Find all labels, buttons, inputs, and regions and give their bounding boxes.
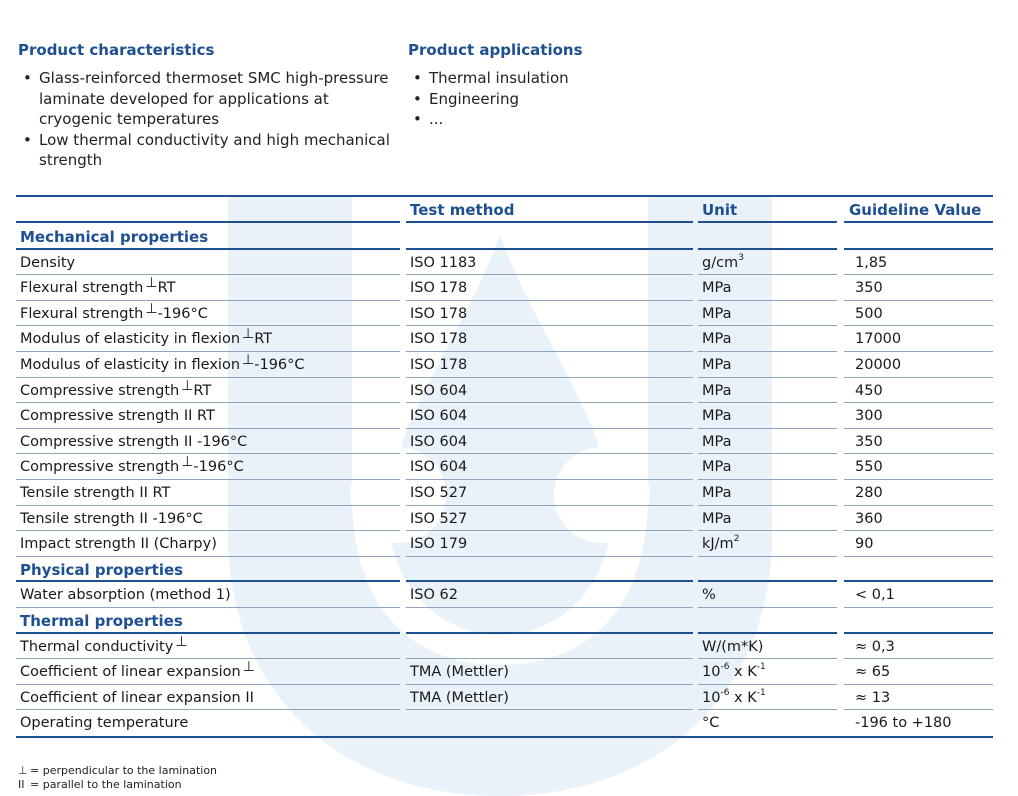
guideline-value: < 0,1 (844, 583, 993, 608)
table-row (16, 532, 993, 558)
applications-list (408, 68, 708, 130)
list-item: • ... (408, 109, 708, 130)
unit (698, 430, 837, 455)
property-condition: -196°C (193, 459, 244, 476)
property-label: Flexural strength (20, 305, 144, 322)
perpendicular-icon: ⊥ (145, 300, 158, 317)
property-label: Impact strength II (Charpy) (20, 536, 217, 553)
test-method: TMA (Mettler) (406, 660, 693, 685)
unit-exponent: -6 (720, 662, 730, 673)
header-guideline-value: Guideline Value (849, 201, 982, 219)
test-method (406, 635, 693, 660)
test-method: ISO 604 (406, 379, 693, 404)
table-row (16, 481, 993, 507)
group-spacer (406, 225, 693, 250)
property-condition: -196°C (254, 357, 305, 373)
group-spacer (406, 609, 693, 634)
unit (698, 276, 837, 301)
test-method: ISO 604 (406, 404, 693, 429)
list-item: • Thermal insulation (408, 68, 708, 89)
test-method: ISO 604 (406, 455, 693, 480)
test-method: ISO 178 (406, 302, 693, 327)
unit-base: MPa (702, 459, 732, 476)
property-name (16, 686, 400, 711)
group-spacer (844, 558, 993, 583)
test-method: ISO 178 (406, 276, 693, 301)
perpendicular-icon: ⊥ (242, 352, 255, 368)
test-method: ISO 178 (406, 353, 693, 378)
unit (698, 635, 837, 660)
property-label: Compressive strength II -196°C (20, 433, 248, 450)
list-item: • Low thermal conductivity and high mechanical strength (18, 130, 403, 171)
product-applications (408, 40, 708, 130)
guideline-value: 350 (844, 430, 993, 455)
header-test-method: Test method (410, 201, 515, 219)
group-spacer (698, 225, 837, 250)
property-label: Compressive strength II RT (20, 408, 215, 425)
group-row (16, 225, 993, 251)
table-row (16, 507, 993, 533)
table-row (16, 660, 993, 686)
group-heading: Physical properties (16, 558, 400, 583)
test-method: ISO 178 (406, 327, 693, 352)
table-header (16, 195, 993, 223)
table-row (16, 379, 993, 405)
table-row (16, 251, 993, 277)
property-name (16, 532, 400, 557)
guideline-value: 550 (844, 455, 993, 480)
property-name (16, 711, 400, 736)
unit (698, 660, 837, 685)
guideline-value: 300 (844, 404, 993, 429)
group-heading: Thermal properties (16, 609, 400, 634)
property-label: Tensile strength II -196°C (20, 510, 203, 527)
property-label: Water absorption (method 1) (20, 587, 231, 604)
table-row (16, 327, 993, 353)
test-method: ISO 62 (406, 583, 693, 608)
property-name (16, 379, 400, 404)
unit (698, 353, 837, 378)
unit (698, 711, 837, 736)
perpendicular-icon: ⊥ (145, 275, 158, 292)
footnote-text: = perpendicular to the lamination (30, 764, 218, 777)
unit (698, 532, 837, 557)
unit-base: kJ/m (702, 536, 734, 553)
unit-base: 10 (702, 689, 721, 706)
test-method: ISO 604 (406, 430, 693, 455)
unit-base: MPa (702, 357, 732, 373)
unit-base: MPa (702, 382, 732, 399)
property-label: Modulus of elasticity in flexion (20, 357, 241, 373)
unit-base: % (702, 587, 716, 604)
unit-base: MPa (702, 510, 732, 527)
characteristics-list (18, 68, 403, 171)
table-bottom-rule (16, 736, 993, 738)
unit (698, 251, 837, 276)
table-row (16, 686, 993, 712)
perpendicular-icon: ⊥ (175, 633, 188, 650)
unit-exponent: 2 (733, 534, 740, 545)
group-spacer (844, 609, 993, 634)
guideline-value: 500 (844, 302, 993, 327)
perpendicular-icon: ⊥ (242, 659, 255, 676)
test-method: ISO 527 (406, 507, 693, 532)
perpendicular-icon: ⊥ (181, 454, 194, 471)
guideline-value: 90 (844, 532, 993, 557)
property-name (16, 353, 400, 378)
unit-base: MPa (702, 433, 732, 450)
unit-base: MPa (702, 408, 732, 425)
table-row (16, 711, 993, 737)
unit-exponent: -1 (756, 662, 766, 673)
group-row (16, 558, 993, 584)
guideline-value: 17000 (844, 327, 993, 352)
unit (698, 327, 837, 352)
unit (698, 583, 837, 608)
footnote-parallel (18, 778, 217, 792)
property-name (16, 455, 400, 480)
footnote-perpendicular (18, 764, 217, 778)
table-row (16, 276, 993, 302)
property-label: Coefficient of linear expansion II (20, 689, 254, 706)
table-row (16, 583, 993, 609)
unit (698, 481, 837, 506)
group-spacer (406, 558, 693, 583)
guideline-value: 350 (844, 276, 993, 301)
unit-base: MPa (702, 331, 732, 348)
property-name (16, 430, 400, 455)
guideline-value: 450 (844, 379, 993, 404)
product-characteristics (18, 40, 403, 171)
property-condition: RT (157, 280, 176, 297)
unit-base: MPa (702, 485, 732, 501)
guideline-value: -196 to +180 (855, 715, 952, 732)
property-name (16, 327, 400, 352)
footnotes (18, 764, 217, 792)
guideline-value: 360 (844, 507, 993, 532)
unit (698, 507, 837, 532)
guideline-value: ≈ 65 (844, 660, 993, 685)
test-method: ISO 527 (406, 481, 693, 506)
property-name (16, 302, 400, 327)
property-name (16, 583, 400, 608)
group-spacer (698, 609, 837, 634)
unit-exponent: -1 (756, 687, 766, 698)
group-spacer (698, 558, 837, 583)
table-row (16, 302, 993, 328)
unit (698, 404, 837, 429)
property-label: Tensile strength II RT (20, 485, 171, 501)
property-name (16, 481, 400, 506)
group-heading: Mechanical properties (16, 225, 400, 250)
unit-base: W/(m*K) (702, 638, 764, 655)
group-spacer (844, 225, 993, 250)
applications-heading: Product applications (408, 41, 583, 59)
property-label: Compressive strength (20, 382, 180, 399)
property-label: Thermal conductivity (20, 638, 174, 655)
unit-base: MPa (702, 305, 732, 322)
unit (698, 686, 837, 711)
header-unit: Unit (702, 201, 738, 219)
property-label: Coefficient of linear expansion (20, 664, 241, 681)
list-item: • Glass-reinforced thermoset SMC high-pressure laminate developed for applications at cryogenic temperatures (18, 68, 403, 130)
unit-base: °C (702, 715, 720, 732)
guideline-value: ≈ 0,3 (844, 635, 993, 660)
perpendicular-icon: ⊥ (242, 326, 255, 343)
property-label: Compressive strength (20, 459, 180, 476)
guideline-value: 280 (844, 481, 993, 506)
property-name (16, 660, 400, 685)
list-item: • Engineering (408, 89, 708, 110)
unit-exponent: 3 (738, 252, 744, 263)
unit-tail: x K (729, 664, 757, 681)
table-row (16, 635, 993, 661)
perpendicular-icon: ⊥ (181, 377, 194, 394)
property-condition: RT (254, 331, 273, 348)
unit-base: 10 (702, 664, 721, 681)
unit (698, 302, 837, 327)
property-condition: RT (193, 382, 212, 399)
property-label: Flexural strength (20, 280, 144, 297)
test-method: ISO 1183 (406, 251, 693, 276)
property-name (16, 404, 400, 429)
footnote-text: = parallel to the lamination (30, 778, 182, 791)
table-row (16, 404, 993, 430)
test-method: TMA (Mettler) (406, 686, 693, 711)
property-label: Modulus of elasticity in flexion (20, 331, 241, 348)
property-name (16, 251, 400, 276)
property-name (16, 507, 400, 532)
table-row (16, 430, 993, 456)
characteristics-heading: Product characteristics (18, 41, 215, 59)
property-name (16, 635, 400, 660)
unit-base: g/cm (702, 254, 739, 271)
unit-exponent: -6 (720, 687, 730, 698)
unit (698, 379, 837, 404)
guideline-value: ≈ 13 (844, 686, 993, 711)
unit (698, 455, 837, 480)
unit-tail: x K (729, 689, 757, 706)
table-row (16, 353, 993, 379)
unit-base: MPa (702, 280, 732, 297)
group-row (16, 609, 993, 635)
property-condition: -196°C (157, 305, 208, 322)
guideline-value: 1,85 (844, 251, 993, 276)
test-method: ISO 179 (406, 532, 693, 557)
footnote-symbol: II (18, 778, 25, 791)
table-row (16, 455, 993, 481)
property-label: Operating temperature (20, 715, 189, 732)
property-label: Density (20, 254, 76, 271)
footnote-symbol: ⊥ (18, 764, 28, 777)
property-name (16, 276, 400, 301)
test-method (406, 711, 693, 736)
guideline-value: 20000 (844, 353, 993, 378)
